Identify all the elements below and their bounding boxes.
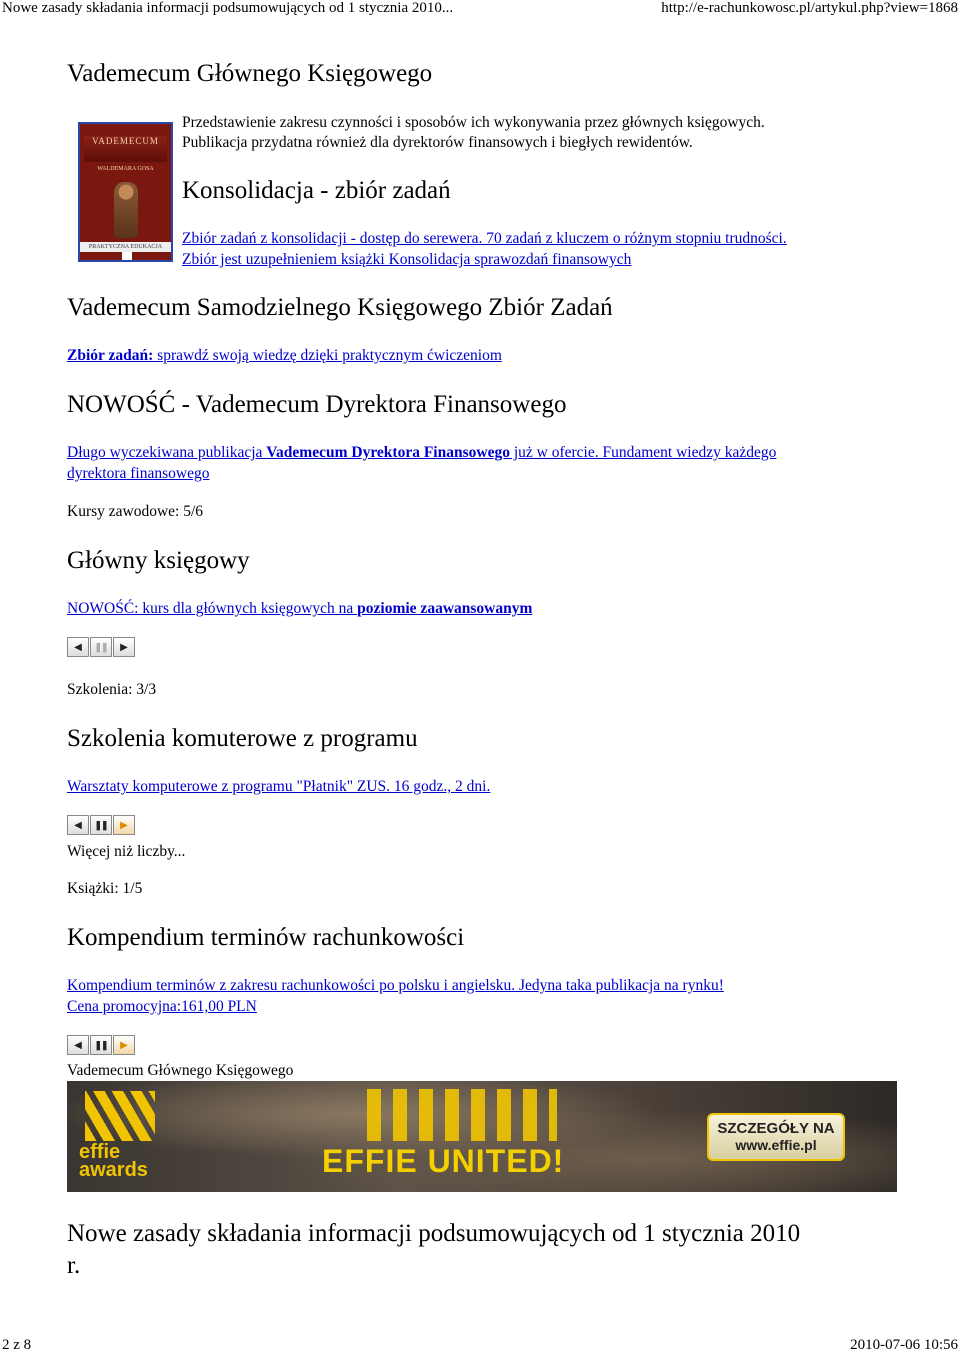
effie-cta-line2: www.effie.pl bbox=[735, 1137, 817, 1153]
article-title-line1: Nowe zasady składania informacji podsumowujących od 1 stycznia 2010 bbox=[67, 1220, 801, 1247]
prev-arrow-icon[interactable]: ◀ bbox=[67, 1035, 89, 1055]
next-arrow-icon[interactable]: ▶ bbox=[113, 1035, 135, 1055]
vademecum-desc-line1: Przedstawienie zakresu czynności i sposobów ich wykonywania przez głównych księgowych. bbox=[182, 114, 765, 131]
vsk-link-rest: sprawdź swoją wiedzę dzięki praktycznym ćwiczeniom bbox=[153, 347, 502, 364]
publisher-logo-icon bbox=[122, 252, 132, 260]
vdf-link-part1: Długo wyczekiwana publikacja bbox=[67, 444, 267, 461]
trophy-icon bbox=[367, 1089, 557, 1141]
book-cover-title: VADEMECUM bbox=[84, 136, 167, 162]
vdf-link-part2: już w ofercie. Fundament wiedzy każdego bbox=[509, 444, 777, 461]
wiecej-niz-liczby-text: Więcej niż liczby... bbox=[67, 843, 186, 860]
kursy-carousel-controls bbox=[67, 637, 135, 657]
vademecum-caption: Vademecum Głównego Księgowego bbox=[67, 1062, 294, 1079]
print-footer-datetime: 2010-07-06 10:56 bbox=[850, 1337, 958, 1353]
kompendium-link-line2[interactable]: Cena promocyjna:161,00 PLN bbox=[67, 998, 257, 1015]
heading-vsk: Vademecum Samodzielnego Księgowego Zbiór Zadań bbox=[67, 294, 613, 321]
pause-icon[interactable]: ❚❚ bbox=[90, 637, 112, 657]
prev-arrow-icon[interactable]: ◀ bbox=[67, 637, 89, 657]
heading-glowny-ksiegowy: Główny księgowy bbox=[67, 547, 250, 574]
prev-arrow-icon[interactable]: ◀ bbox=[67, 815, 89, 835]
chess-piece-icon bbox=[114, 182, 138, 238]
kursy-link-part1: NOWOŚĆ: kurs dla głównych księgowych na bbox=[67, 600, 358, 617]
effie-brand-text: effie awards bbox=[79, 1141, 148, 1181]
heading-konsolidacja: Konsolidacja - zbiór zadań bbox=[182, 177, 451, 204]
vdf-link-line1[interactable] bbox=[67, 444, 776, 462]
print-footer-page: 2 z 8 bbox=[2, 1337, 32, 1353]
vademecum-desc-line2: Publikacja przydatna również dla dyrektorów finansowych i biegłych rewidentów. bbox=[182, 134, 693, 151]
print-header-title: Nowe zasady składania informacji podsumowujących od 1 stycznia 2010... bbox=[2, 0, 454, 16]
heading-szkolenia: Szkolenia komuterowe z programu bbox=[67, 725, 418, 752]
print-header bbox=[0, 0, 960, 22]
article-title-line2: r. bbox=[67, 1252, 81, 1279]
vdf-link-bold: Vademecum Dyrektora Finansowego bbox=[266, 444, 510, 461]
next-arrow-icon[interactable]: ▶ bbox=[113, 637, 135, 657]
effie-cta-button[interactable] bbox=[707, 1113, 845, 1161]
vdf-link-line2[interactable]: dyrektora finansowego bbox=[67, 465, 210, 482]
konsolidacja-link-line1[interactable]: Zbiór zadań z konsolidacji - dostęp do serewera. 70 zadań z kluczem o różnym stopniu trudności. bbox=[182, 230, 787, 247]
book-cover-author: WALDEMARA GOSA bbox=[97, 166, 154, 172]
kompendium-link-line1[interactable]: Kompendium terminów z zakresu rachunkowości po polsku i angielsku. Jedyna taka publikacja na rynku! bbox=[67, 977, 724, 994]
vsk-link-bold: Zbiór zadań: bbox=[67, 347, 154, 364]
heading-vademecum-gk: Vademecum Głównego Księgowego bbox=[67, 60, 433, 87]
book-cover-image[interactable] bbox=[78, 122, 173, 262]
ksiazki-counter: Książki: 1/5 bbox=[67, 880, 143, 897]
pause-icon[interactable]: ❚❚ bbox=[90, 1035, 112, 1055]
szkolenia-counter: Szkolenia: 3/3 bbox=[67, 681, 157, 698]
konsolidacja-link-line2[interactable]: Zbiór jest uzupełnieniem książki Konsolidacja sprawozdań finansowych bbox=[182, 251, 632, 268]
effie-logo-icon bbox=[79, 1091, 164, 1181]
vsk-link[interactable] bbox=[67, 347, 502, 365]
kursy-link[interactable] bbox=[67, 600, 532, 618]
book-cover-publisher: PRAKTYCZNA EDUKACJA bbox=[80, 242, 171, 252]
ksiazki-carousel-controls bbox=[67, 1035, 135, 1055]
heading-kompendium: Kompendium terminów rachunkowości bbox=[67, 924, 465, 951]
effie-slogan: EFFIE UNITED! bbox=[322, 1143, 565, 1179]
kursy-counter: Kursy zawodowe: 5/6 bbox=[67, 503, 204, 520]
heading-vdf: NOWOŚĆ - Vademecum Dyrektora Finansowego bbox=[67, 391, 567, 418]
kursy-link-bold: poziomie zaawansowanym bbox=[357, 600, 533, 617]
effie-banner[interactable] bbox=[67, 1081, 897, 1192]
print-header-url: http://e-rachunkowosc.pl/artykul.php?view=1868 bbox=[661, 0, 958, 16]
szkolenia-carousel-controls bbox=[67, 815, 135, 835]
effie-cta-line1: SZCZEGÓŁY NA bbox=[717, 1120, 835, 1137]
szkolenia-link[interactable]: Warsztaty komputerowe z programu "Płatnik" ZUS. 16 godz., 2 dni. bbox=[67, 778, 491, 795]
pause-icon[interactable]: ❚❚ bbox=[90, 815, 112, 835]
next-arrow-icon[interactable]: ▶ bbox=[113, 815, 135, 835]
print-footer bbox=[0, 1337, 960, 1359]
